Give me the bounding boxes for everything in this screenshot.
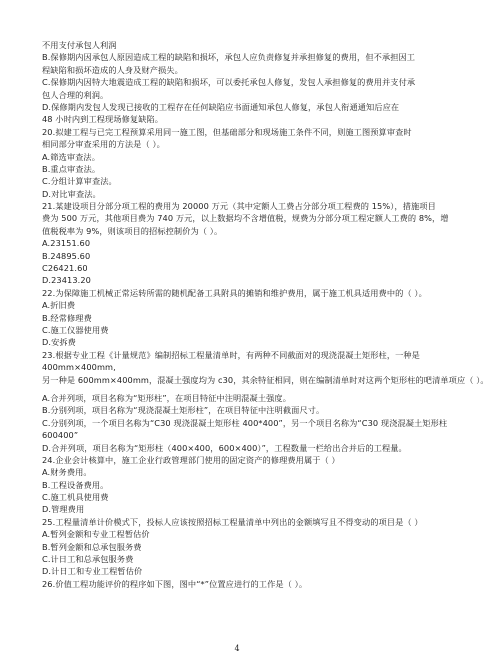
page-content xyxy=(42,39,489,590)
text-line: B.分别列项，项目名称为“现浇混凝土矩形柱”，在项目特征中注明截面尺寸。 xyxy=(42,405,325,416)
text-line: D.管理费用 xyxy=(42,504,85,515)
text-line: 不用支付承包人利润 xyxy=(42,40,117,50)
text-line: 相同部分审查采用的方法是（ ）。 xyxy=(42,139,165,150)
text-line: D.安拆费 xyxy=(42,337,76,348)
text-line: D.合并列项，项目名称为“矩形柱（400×400，600×400）”，工程数量一栏给出合并后的工程量。 xyxy=(42,442,407,453)
text-line: A.折旧费 xyxy=(42,300,76,311)
text-line: B.保修期内因承包人原因造成工程的缺陷和损坏，承包人应负责修复并承担修复的费用，但不承担因工 xyxy=(42,52,416,63)
text-line: D.计日工和专业工程暂估价 xyxy=(42,566,143,577)
text-line: A.23151.60 xyxy=(42,238,91,249)
text-line: 程缺陷和损坏造成的人身及财产损失。 xyxy=(42,64,183,75)
text-line: D.对比审查法。 xyxy=(42,188,101,199)
text-line: B.重点审查法。 xyxy=(42,163,101,174)
text-line: 24.企业会计核算中，施工企业行政管理部门使用的固定资产的修理费用属于（ ） xyxy=(42,454,340,465)
text-line: B.24895.60 xyxy=(42,250,91,261)
text-line: D.保修期内发包人发现已接收的工程存在任何缺陷应书面通知承包人修复，承包人衔通通知后应在 xyxy=(42,101,400,112)
text-line: 22.为保障施工机械正常运转所需的随机配备工具附具的摊销和维护费用，属于施工机具适用费中的（ ）。 xyxy=(42,287,427,298)
text-line: 包人合理的利润。 xyxy=(42,89,109,100)
text-line: 值税税率为 9%，则该项目的招标控制价为（ ）。 xyxy=(42,225,223,236)
text-line: 20.拟建工程与已完工程预算采用同一施工图，但基础部分和现场施工条件不同，则施工图预算审查时 xyxy=(42,126,412,137)
text-line: C.分别列项，一个项目名称为“C30 现浇混凝土矩形柱 400*400”，另一个项目名称为“C30 现浇混凝土矩形柱 xyxy=(42,417,448,428)
text-line: 21.某建设项目分部分项工程的费用为 20000 万元（其中定额人工费占分部分项工程费的 15%），措施项目 xyxy=(42,201,436,212)
text-line: 费为 500 万元，其他项目费为 740 万元，以上数据均不含增值税，规费为分部分项工程定额人工费的 8%，增 xyxy=(42,213,449,224)
text-line: 48 小时内到工程现场修复缺陷。 xyxy=(42,114,164,125)
text-line: A.筛选审查法。 xyxy=(42,151,100,162)
text-line: C.计日工和总承包服务费 xyxy=(42,554,134,565)
text-line: 另一种是 600mm×400mm，混凝土强度均为 c30，其余特征相同，则在编制清单时对这两个矩形柱的吧清单项应（ ）。 xyxy=(42,374,489,385)
text-line: 23.根据专业工程《计量规范》编制招标工程量清单时，有两种不同截面对的现浇混凝土矩形柱，一种是 xyxy=(42,349,420,360)
text-line: 400mm×400mm, xyxy=(42,362,116,373)
text-line: B.经常修理费 xyxy=(42,312,92,323)
text-line: D.23413.20 xyxy=(42,275,91,286)
text-line: 600400” xyxy=(42,430,79,441)
text-line: C.施工机具使用费 xyxy=(42,492,109,503)
text-line: B.工程设备费用。 xyxy=(42,479,109,490)
text-line: A.合并列项，项目名称为“矩形柱”，在项目特征中注明混凝土强度。 xyxy=(42,392,291,403)
text-line: C.保修期内因特大地震造成工程的缺陷和损坏，可以委托承包人修复，发包人承担修复的费用并支付承 xyxy=(42,77,416,88)
page-number: 4 xyxy=(234,644,240,653)
text-line: 25.工程量清单计价模式下，投标人应该按照招标工程量清单中列出的金额填写且不得变动的项目是（ ） xyxy=(42,516,423,527)
text-line: A.暂列金额和专业工程暂估价 xyxy=(42,529,150,540)
text-line: B.暂列金额和总承包服务费 xyxy=(42,541,142,552)
text-line: C.施工仪器使用费 xyxy=(42,324,109,335)
text-line: A.财务费用。 xyxy=(42,467,92,478)
text-line: C.分组计算审查法。 xyxy=(42,176,117,187)
text-line: 26.价值工程功能评价的程序如下图，图中“*”位置应进行的工作是（ ）。 xyxy=(42,578,308,589)
text-line: C26421.60 xyxy=(42,263,88,274)
